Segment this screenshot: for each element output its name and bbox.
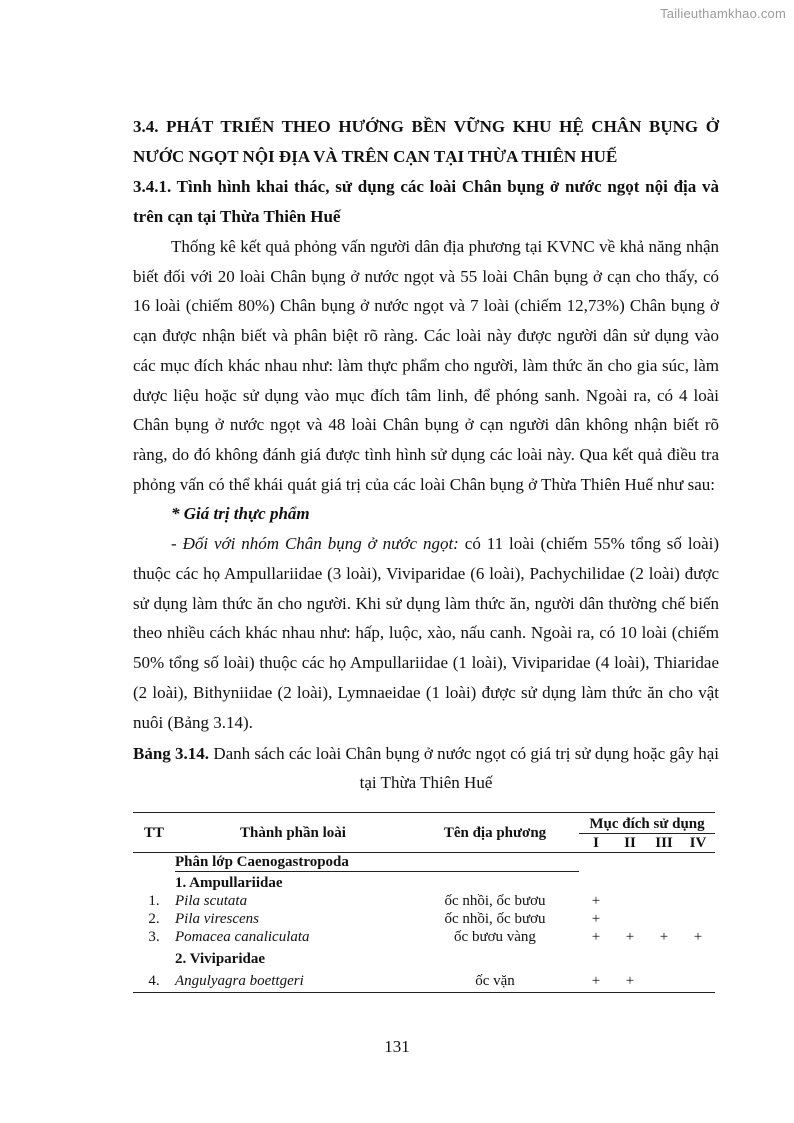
species-table: [133, 812, 715, 993]
use-iv: [681, 968, 715, 993]
page-body: [133, 112, 719, 797]
header-col-ii: II: [613, 834, 647, 853]
family-label: 1. Ampullariidae: [175, 875, 283, 891]
use-iii: +: [659, 929, 669, 945]
local-name: ốc vặn: [411, 968, 579, 993]
use-iii: [647, 910, 681, 928]
watermark: Tailieuthamkhao.com: [660, 6, 786, 21]
local-name: ốc nhồi, ốc bươu: [444, 911, 546, 927]
use-i: +: [591, 911, 601, 927]
header-species: Thành phần loài: [175, 813, 411, 853]
header-col-iv: IV: [681, 834, 715, 853]
subclass-label: Phân lớp Caenogastropoda: [175, 853, 579, 872]
row-tt: 2.: [148, 911, 160, 927]
use-ii: [613, 910, 647, 928]
header-col-iii: III: [647, 834, 681, 853]
table-caption: [133, 739, 719, 797]
species-name: Pila scutata: [175, 893, 248, 909]
row-tt: 4.: [133, 968, 175, 993]
local-name: ốc bươu vàng: [454, 929, 536, 945]
value-heading: * Giá trị thực phẩm: [171, 504, 310, 524]
species-name: Pomacea canaliculata: [175, 929, 310, 945]
table-row: [133, 928, 715, 946]
use-i: +: [591, 929, 601, 945]
paragraph-2-text: có 11 loài (chiếm 55% tổng số loài) thuộc các họ Ampullariidae (3 loài), Viviparidae (6 loài), Pachychilidae (2 loài) được sử dụng làm thức ăn cho người. Khi sử dụng làm thức ăn, người dân thường chế biến theo nhiều cách khác nhau như: hấp, luộc, xào, nấu canh. Ngoài ra, có 10 loài (chiếm 50% tổng số loài) thuộc các họ Ampullariidae (1 loài), Viviparidae (4 loài), Thiaridae (2 loài), Bithyniidae (2 loài), Lymnaeidae (1 loài) được sử dụng làm thức ăn cho vật nuôi (Bảng 3.14).: [133, 534, 719, 732]
paragraph-1: Thống kê kết quả phỏng vấn người dân địa phương tại KVNC về khả năng nhận biết đối với 20 loài Chân bụng ở nước ngọt và 55 loài Chân bụng ở cạn cho thấy, có 16 loài (chiếm 80%) Chân bụng ở nước ngọt và 7 loài (chiếm 12,73%) Chân bụng ở cạn được nhận biết và phân biệt rõ ràng. Các loài này được người dân sử dụng vào các mục đích khác nhau như: làm thực phẩm cho người, làm thức ăn cho gia súc, làm dược liệu hoặc sử dụng vào mục đích tâm linh, để phóng sanh. Ngoài ra, có 4 loài Chân bụng ở nước ngọt và 48 loài Chân bụng ở cạn người dân không nhận biết rõ ràng, do đó không đánh giá được tình hình sử dụng các loài này. Qua kết quả điều tra phỏng vấn có thể khái quát giá trị của các loài Chân bụng ở Thừa Thiên Huế như sau:: [133, 237, 719, 494]
table-caption-label: Bảng 3.14.: [133, 744, 210, 764]
table-header-row: [133, 813, 715, 834]
use-iv: [681, 892, 715, 910]
use-ii: [613, 892, 647, 910]
section-title: 3.4. PHÁT TRIỂN THEO HƯỚNG BỀN VỮNG KHU HỆ CHÂN BỤNG Ở NƯỚC NGỌT NỘI ĐỊA VÀ TRÊN CẠN TẠI THỪA THIÊN HUẾ: [133, 117, 719, 166]
use-ii: +: [613, 968, 647, 993]
family-label: 2. Viviparidae: [175, 951, 266, 967]
page-number: 131: [384, 1037, 410, 1056]
paragraph-2-lead: - Đối với nhóm Chân bụng ở nước ngọt:: [171, 534, 459, 554]
table-row: [133, 910, 715, 928]
header-local-name: Tên địa phương: [411, 813, 579, 853]
local-name: ốc nhồi, ốc bươu: [444, 893, 546, 909]
species-name: Angulyagra boettgeri: [175, 968, 411, 993]
use-i: +: [591, 893, 601, 909]
paragraph-2: [133, 529, 719, 737]
family-row: [133, 946, 715, 968]
use-i: +: [579, 968, 613, 993]
row-tt: 3.: [148, 929, 160, 945]
use-iii: [647, 892, 681, 910]
header-col-i: I: [579, 834, 613, 853]
subsection-title: 3.4.1. Tình hình khai thác, sử dụng các loài Chân bụng ở nước ngọt nội địa và trên cạn tại Thừa Thiên Huế: [133, 177, 719, 226]
species-name: Pila virescens: [175, 911, 260, 927]
header-tt: TT: [133, 813, 175, 853]
subclass-row: [133, 853, 715, 872]
use-iv: +: [693, 929, 703, 945]
header-purpose: Mục đích sử dụng: [579, 813, 715, 834]
table-row: [133, 892, 715, 910]
use-iv: [681, 910, 715, 928]
table-row: [133, 968, 715, 993]
use-iii: [647, 968, 681, 993]
use-ii: +: [625, 929, 635, 945]
row-tt: 1.: [148, 893, 160, 909]
table-caption-text: Danh sách các loài Chân bụng ở nước ngọt có giá trị sử dụng hoặc gây hại tại Thừa Thiên Huế: [209, 744, 719, 793]
family-row: [133, 872, 715, 893]
